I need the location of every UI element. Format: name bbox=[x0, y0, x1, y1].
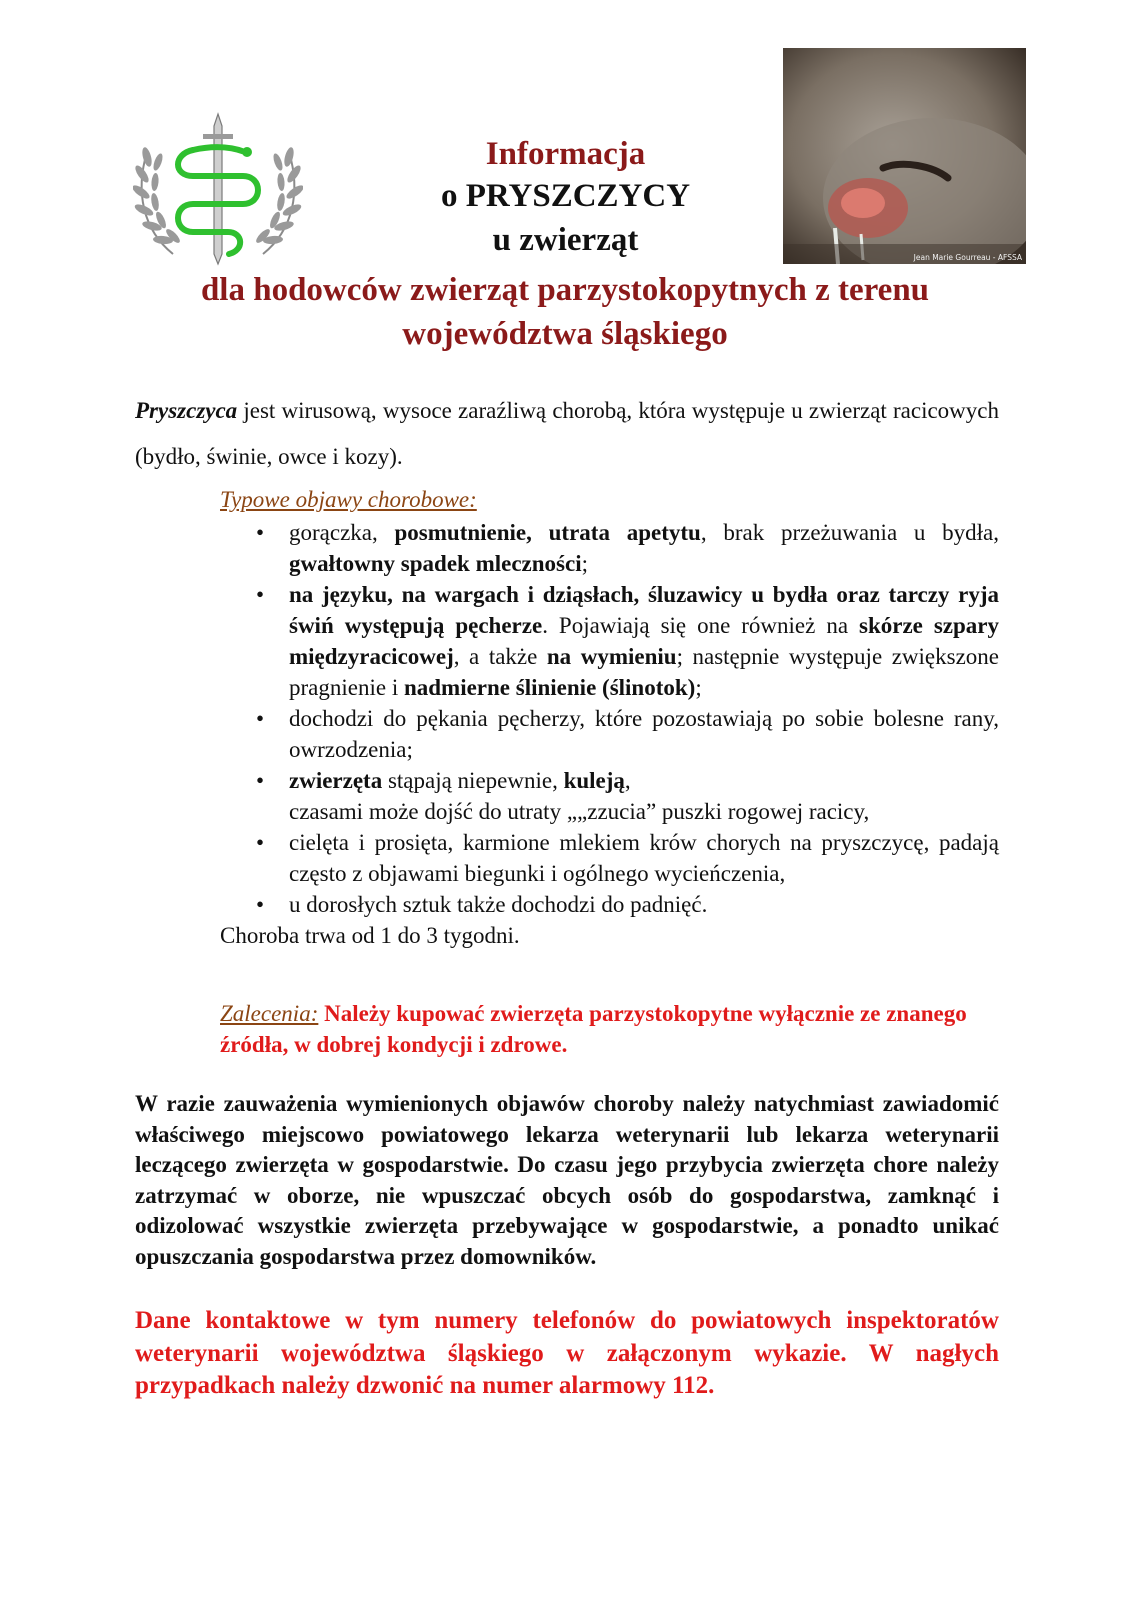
recommendation-text: Należy kupować zwierzęta parzystokopytne wyłącznie ze znanego źródła, w dobrej kondycji i zdrowe. bbox=[220, 1001, 967, 1057]
list-item: • u dorosłych sztuk także dochodzi do padnięć. bbox=[220, 889, 999, 920]
item-bold: nadmierne ślinienie (ślinotok) bbox=[403, 675, 696, 700]
photo-credit: Jean Marie Gourreau - AFSSA bbox=[913, 253, 1022, 262]
recommendation bbox=[220, 998, 999, 1060]
duration-text: Choroba trwa od 1 do 3 tygodni. bbox=[220, 923, 520, 948]
symptoms-section bbox=[220, 484, 999, 951]
item-text: stąpają niepewnie, bbox=[382, 768, 564, 793]
page-subtitle: dla hodowców zwierząt parzystokopytnych z terenu województwa śląskiego bbox=[200, 272, 930, 352]
item-bold: gwałtowny spadek mleczności bbox=[289, 551, 582, 576]
item-text: ; bbox=[695, 675, 702, 700]
item-text: ; bbox=[581, 551, 589, 576]
list-item bbox=[220, 517, 999, 579]
recommendation-label: Zalecenia: bbox=[220, 1001, 319, 1026]
item-text: gorączka, bbox=[289, 520, 395, 545]
item-text: , brak przeżuwania u bydła, bbox=[700, 520, 1000, 545]
item-text: , a także bbox=[453, 644, 547, 669]
list-item bbox=[220, 579, 999, 703]
list-item: • cielęta i prosięta, karmione mlekiem krów chorych na pryszczycę, padają często z objawami biegunki i ogólnego wycieńczenia, bbox=[220, 827, 999, 889]
item-bold: zwierzęta bbox=[289, 768, 383, 793]
intro-text: jest wirusową, wysoce zaraźliwą chorobą, która występuje u zwierząt racicowych (bydło, świnie, owce i kozy). bbox=[135, 398, 999, 469]
list-item bbox=[220, 765, 999, 827]
title-line-3: u zwierząt bbox=[492, 222, 639, 258]
item-text: . Pojawiają się one również na bbox=[542, 613, 859, 638]
item-text: , bbox=[624, 768, 631, 793]
symptoms-list bbox=[220, 517, 999, 920]
item-text: ; następnie występuje zwiększone pragnienie i bbox=[289, 644, 999, 700]
intro-term: Pryszczyca bbox=[135, 398, 238, 423]
alert-paragraph: W razie zauważenia wymienionych objawów choroby należy natychmiast zawiadomić właściwego miejscowo powiatowego lekarza weterynarii lub lekarza weterynarii leczącego zwierzęta w gospodarstwie. Do czasu jego przybycia zwierzęta chore należy zatrzymać w oborze, nie wpuszczać obcych osób do gospodarstwa, zamknąć i odizolować wszystkie zwierzęta przebywające w gospodarstwie, a ponadto unikać opuszczania gospodarstwa przez domowników. bbox=[135, 1091, 999, 1269]
item-bold: kuleją bbox=[563, 768, 625, 793]
intro-paragraph bbox=[135, 388, 999, 480]
contact-paragraph: Dane kontaktowe w tym numery telefonów do powiatowych inspektoratów weterynarii województwa śląskiego w załączonym wykazie. W nagłych przypadkach należy dzwonić na numer alarmowy 112. bbox=[135, 1307, 999, 1399]
item-bold: na języku, na wargach i dziąsłach, śluzawicy u bydła oraz tarczy ryja świń występują pęcherze bbox=[289, 582, 999, 638]
list-item: • dochodzi do pękania pęcherzy, które pozostawiają po sobie bolesne rany, owrzodzenia; bbox=[220, 703, 999, 765]
title-line-2: o PRYSZCZYCY bbox=[440, 178, 691, 214]
item-bold: posmutnienie, utrata apetytu bbox=[394, 520, 701, 545]
symptoms-heading: Typowe objawy chorobowe: bbox=[220, 487, 477, 512]
item-bold: skórze szpary międzyracicowej bbox=[289, 613, 999, 669]
item-text: czasami może dojść do utraty „„zzucia” puszki rogowej racicy, bbox=[289, 799, 870, 824]
title-line-1: Informacja bbox=[485, 136, 646, 172]
item-bold: na wymieniu bbox=[546, 644, 677, 669]
